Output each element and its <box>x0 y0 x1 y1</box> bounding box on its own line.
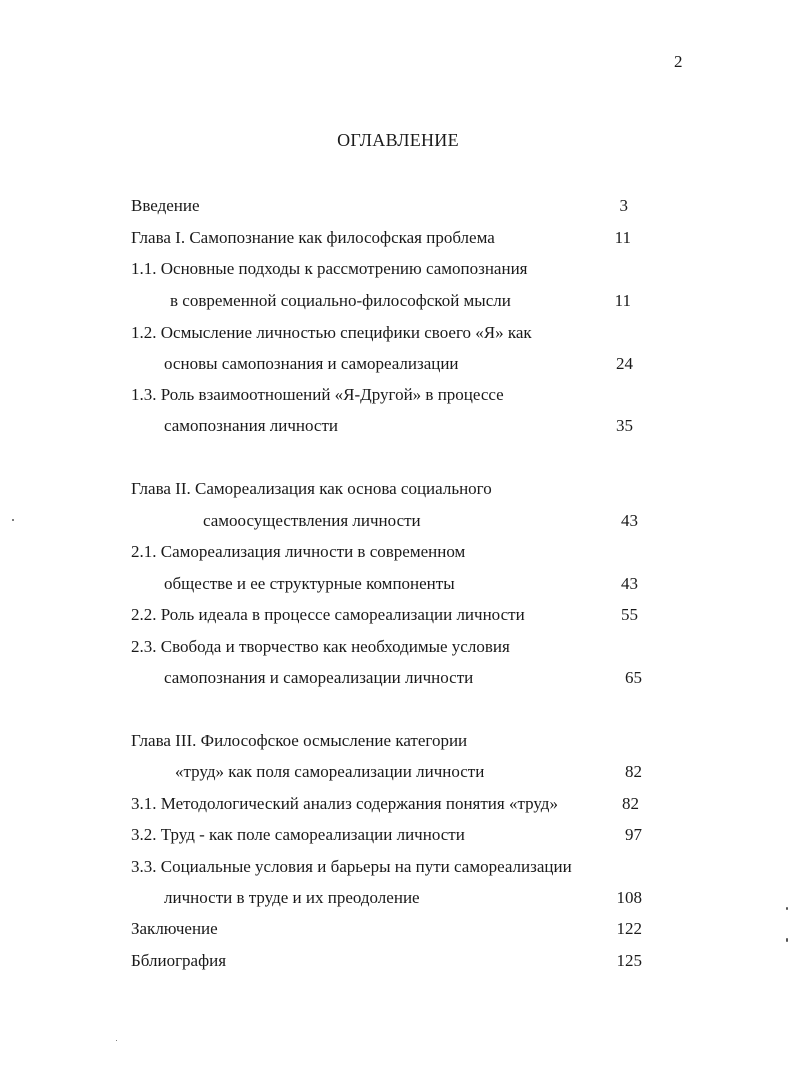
toc-entry <box>0 194 796 218</box>
toc-entry-text: Глава I. Самопознание как философская проблема <box>131 228 495 247</box>
toc-entry-page: 43 <box>621 574 638 593</box>
toc-entry <box>0 477 796 501</box>
toc-entry <box>0 949 796 973</box>
toc-entry-text: 1.2. Осмысление личностью специфики своего «Я» как <box>131 323 532 342</box>
toc-entry-text: самоосуществления личности <box>203 511 421 530</box>
toc-entry-text: в современной социально-философской мысли <box>170 291 511 310</box>
toc-entry-text: Глава III. Философское осмысление категории <box>131 731 468 750</box>
scan-speck <box>786 907 788 910</box>
toc-entry-text: Глава II. Самореализация как основа социального <box>131 479 492 498</box>
toc-entry-text: Заключение <box>131 919 218 938</box>
toc-entry <box>0 855 796 879</box>
toc-entry-text: Введение <box>131 196 200 215</box>
toc-entry-page: 11 <box>614 228 631 247</box>
toc-entry-page: 108 <box>616 888 642 907</box>
scan-speck <box>12 519 14 521</box>
toc-entry-text: 3.3. Социальные условия и барьеры на пути самореализации <box>131 857 572 876</box>
toc-entry-text: 2.3. Свобода и творчество как необходимые условия <box>131 637 510 656</box>
toc-entry-page: 97 <box>625 825 642 844</box>
toc-entry <box>0 540 796 564</box>
toc-entry-page: 11 <box>614 291 631 310</box>
toc-entry <box>0 729 796 753</box>
toc-title: ОГЛАВЛЕНИЕ <box>337 130 459 150</box>
toc-entry-page: 65 <box>625 668 642 687</box>
toc-entry-text: самопознания и самореализации личности <box>164 668 474 687</box>
toc-entry <box>0 635 796 659</box>
scan-speck <box>116 1040 117 1041</box>
toc-entry-text: 3.1. Методологический анализ содержания понятия «труд» <box>131 794 558 813</box>
toc-entry-text: 2.2. Роль идеала в процессе самореализации личности <box>131 605 525 624</box>
toc-entry-text: 2.1. Самореализация личности в современном <box>131 542 466 561</box>
toc-entry-page: 82 <box>622 794 639 813</box>
page-number: 2 <box>674 52 683 71</box>
toc-entry-text: 1.3. Роль взаимоотношений «Я-Другой» в процессе <box>131 385 504 404</box>
toc-entry-text: Бблиография <box>131 951 227 970</box>
toc-entry <box>0 760 796 784</box>
toc-entry <box>0 383 796 407</box>
toc-entry <box>0 414 796 438</box>
toc-entry-text: 1.1. Основные подходы к рассмотрению самопознания <box>131 259 528 278</box>
toc-entry-page: 122 <box>616 919 642 938</box>
toc-entry <box>0 823 796 847</box>
toc-entry-text: самопознания личности <box>164 416 339 435</box>
toc-entry-page: 125 <box>616 951 642 970</box>
toc-entry <box>0 226 796 250</box>
toc-entry <box>0 257 796 281</box>
toc-entry-page: 3 <box>619 196 628 215</box>
toc-entry-page: 35 <box>616 416 633 435</box>
toc-entry <box>0 321 796 345</box>
toc-entry <box>0 289 796 313</box>
toc-entry-text: 3.2. Труд - как поле самореализации личности <box>131 825 465 844</box>
toc-entry <box>0 603 796 627</box>
toc-entry <box>0 352 796 376</box>
toc-entry-text: основы самопознания и самореализации <box>164 354 459 373</box>
toc-entry-page: 43 <box>621 511 638 530</box>
toc-entry-page: 55 <box>621 605 638 624</box>
scan-speck <box>786 938 788 942</box>
toc-entry-page: 24 <box>616 354 633 373</box>
toc-entry <box>0 792 796 816</box>
toc-entry-text: «труд» как поля самореализации личности <box>175 762 485 781</box>
toc-entry <box>0 509 796 533</box>
toc-entry <box>0 666 796 690</box>
toc-entry-text: личности в труде и их преодоление <box>164 888 420 907</box>
toc-entry-text: обществе и ее структурные компоненты <box>164 574 455 593</box>
toc-entry <box>0 572 796 596</box>
toc-entry <box>0 917 796 941</box>
toc-entry-page: 82 <box>625 762 642 781</box>
toc-entry <box>0 886 796 910</box>
